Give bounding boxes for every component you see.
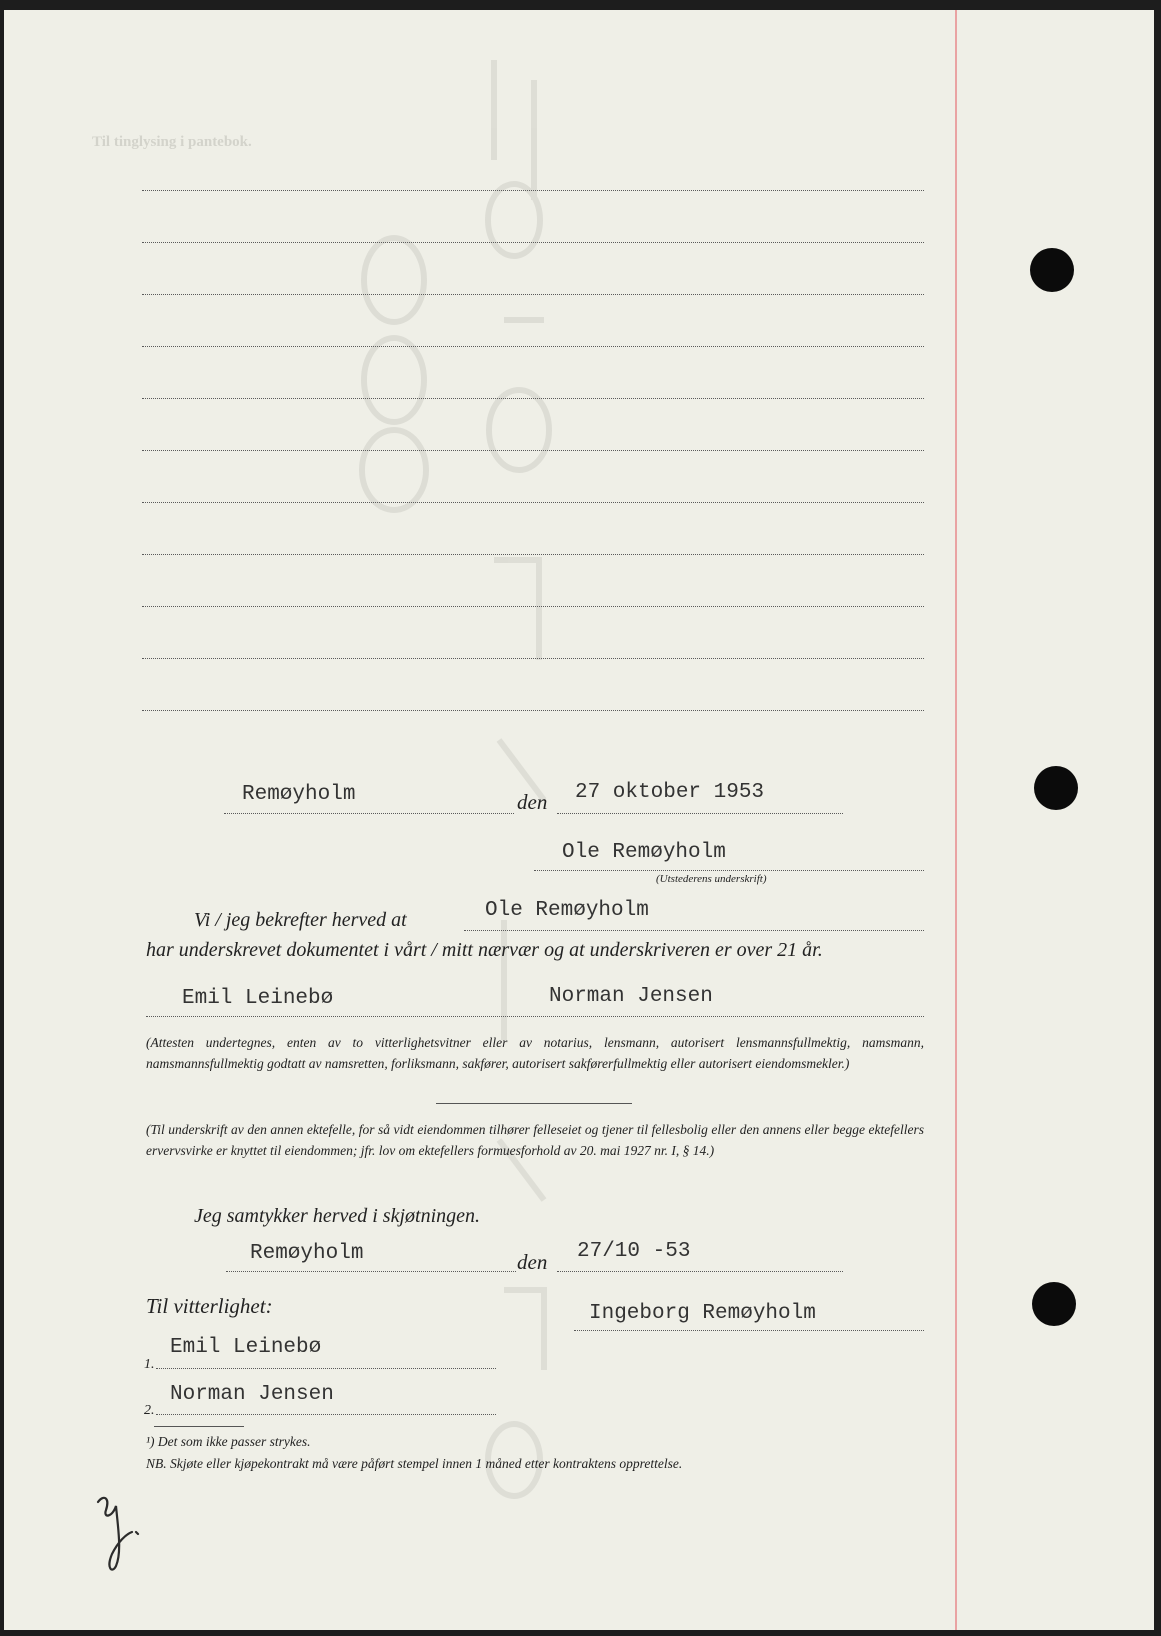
margin-line xyxy=(955,10,957,1630)
attestation-prefix: Vi / jeg bekrefter herved at xyxy=(194,909,407,931)
consent-den-label: den xyxy=(517,1250,548,1274)
witnessing-label: Til vitterlighet: xyxy=(146,1294,273,1318)
bleed-through-stamp xyxy=(334,40,594,1620)
binder-hole-top xyxy=(1030,248,1074,292)
binder-hole-middle xyxy=(1034,766,1078,810)
consent-signature: Ingeborg Remøyholm xyxy=(589,1302,816,1325)
witness-1-number: 1. xyxy=(144,1357,155,1372)
den-label: den xyxy=(517,790,548,814)
spouse-note: (Til underskrift av den annen ektefelle, for så vidt eiendommen tilhører felleseiet og tjener til fellesbolig eller den annens eller begge ektefellers ervervsvirke er knyttet til eiendommen; jfr. lov om ektefellers formuesforhold av 20. mai 1927 nr. I, § 14.) xyxy=(146,1122,924,1158)
issuer-caption: (Utstederens underskrift) xyxy=(656,873,767,885)
place-typed: Remøyholm xyxy=(242,783,356,806)
footnote-2: NB. Skjøte eller kjøpekontrakt må være påført stempel innen 1 måned etter kontraktens opprettelse. xyxy=(146,1456,683,1471)
witness-2-number: 2. xyxy=(144,1403,155,1418)
footnote-1: ¹) Det som ikke passer strykes. xyxy=(146,1434,311,1449)
document-page xyxy=(4,10,1154,1630)
attestation-line2: har underskrevet dokumentet i vårt / mitt nærvær og at underskriveren er over 21 år. xyxy=(146,939,823,961)
issuer-signature: Ole Remøyholm xyxy=(562,841,726,864)
handwritten-initials xyxy=(92,1488,152,1578)
binder-hole-bottom xyxy=(1032,1282,1076,1326)
consent-date: 27/10 -53 xyxy=(577,1240,691,1263)
witness-1-name: Emil Leinebø xyxy=(170,1336,322,1359)
consent-place: Remøyholm xyxy=(250,1242,364,1265)
faint-header: Til tinglysing i pantebok. xyxy=(92,134,252,150)
consent-text: Jeg samtykker herved i skjøtningen. xyxy=(194,1205,481,1227)
date-typed: 27 oktober 1953 xyxy=(575,781,765,804)
attestation-note: (Attesten undertegnes, enten av to vitterlighetsvitner eller av notarius, lensmann, autorisert lensmannsfullmektig, namsmann, namsmannsfullmektig godtatt av namsretten, forliksmann, sakfører, autorisert sakførerfullmektig eller autorisert eiendomsmekler.) xyxy=(146,1035,924,1071)
attestation-witness-2: Norman Jensen xyxy=(549,985,713,1008)
attestation-name: Ole Remøyholm xyxy=(485,899,649,922)
witness-2-name: Norman Jensen xyxy=(170,1383,334,1406)
attestation-witness-1: Emil Leinebø xyxy=(182,987,334,1010)
